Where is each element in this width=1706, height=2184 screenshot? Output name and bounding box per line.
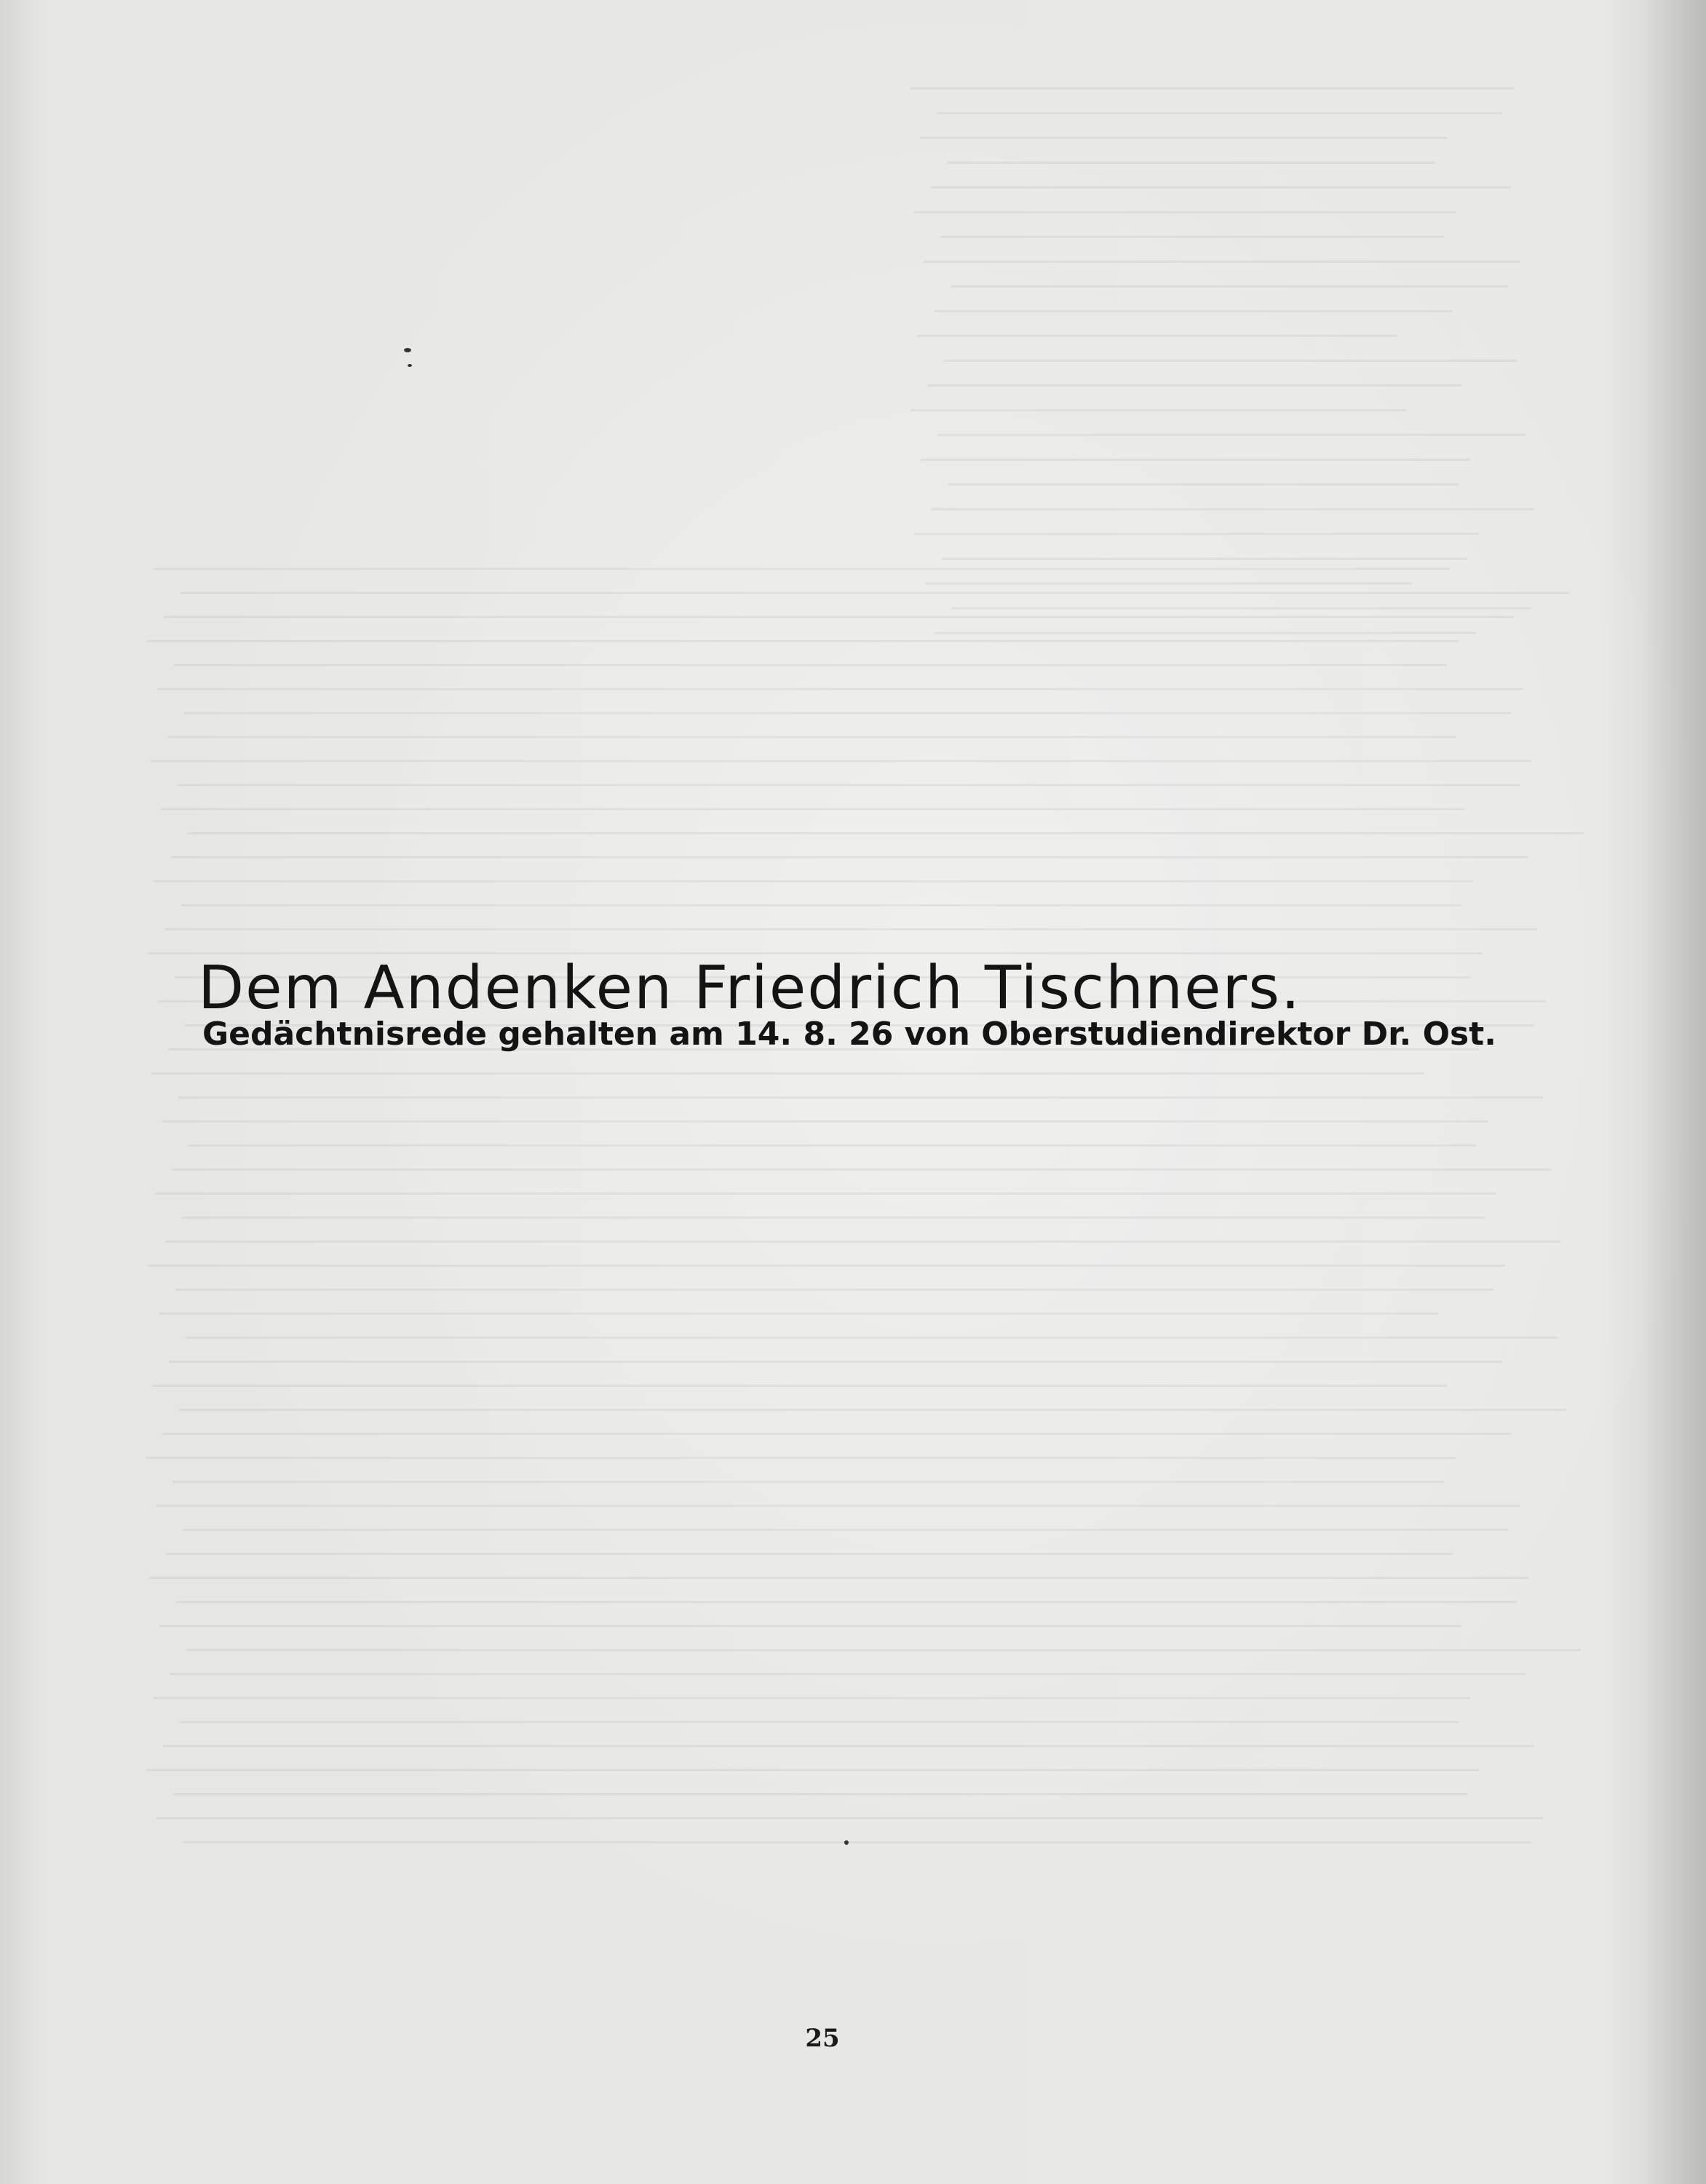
bleed-line [951,285,1508,288]
bleed-line [914,533,1479,535]
bleed-line [151,760,1531,762]
bleed-line [148,1265,1505,1267]
bleed-line [180,592,1569,594]
bleed-line [174,664,1447,666]
bleed-line [927,384,1461,387]
bleed-line [172,1168,1552,1171]
bleed-line [937,112,1502,114]
bleed-line [935,632,1476,634]
bleed-line [169,1361,1502,1363]
bleed-line [149,1577,1528,1579]
bleed-line [183,1841,1531,1843]
bleed-line [937,434,1526,436]
bleed-line [941,558,1467,560]
bleed-line [146,1769,1479,1771]
bleed-line [170,1673,1526,1675]
bleed-line [184,712,1511,714]
print-speck [408,364,412,367]
bleed-line [913,211,1456,213]
bleed-line [183,1529,1508,1531]
bleed-line [189,1144,1476,1147]
bleed-line [154,568,1450,570]
bleed-line [156,1817,1543,1819]
bleed-line [175,1289,1493,1291]
bleed-line [186,1337,1558,1339]
bleed-line [181,904,1461,906]
bleed-line [166,1553,1453,1555]
bleed-line [910,87,1514,90]
bleed-line [179,1409,1566,1411]
bleed-line [171,856,1528,858]
page-edge-shadow [1640,0,1706,2184]
page-number: 25 [805,2024,840,2053]
bleed-line [162,1433,1511,1435]
bleed-line [167,736,1456,738]
print-speck [844,1840,849,1845]
bleed-line [156,1505,1520,1507]
bleed-line [154,880,1473,882]
bleed-line [921,459,1470,461]
bleed-line [164,616,1514,618]
bleed-line [934,310,1453,312]
bleed-line [940,236,1444,238]
bleed-line [180,1721,1459,1723]
bleed-line [152,1385,1447,1387]
bleed-line [948,483,1459,486]
bleed-line [944,360,1517,362]
bleed-line [147,640,1459,642]
bleed-line [188,832,1584,834]
bleed-line [164,928,1537,930]
print-speck [404,348,411,352]
bleed-line [951,607,1531,609]
bleed-line [162,1120,1488,1123]
bleed-line [924,582,1412,585]
bleed-line [910,409,1406,411]
bleed-line [155,1192,1496,1195]
bleed-line [153,1697,1470,1699]
bleed-line [159,1625,1461,1627]
bleed-line [172,1481,1444,1483]
page-subtitle: Gedächtnisrede gehalten am 14. 8. 26 von Oberstudiendirektor Dr. Ost. [202,1016,1496,1053]
bleed-line [917,335,1397,337]
bleed-line [159,1313,1438,1315]
bleed-line [182,1216,1485,1219]
bleed-line [931,508,1534,510]
bleed-line [924,261,1520,263]
bleed-line [161,808,1464,810]
bleed-line [930,186,1511,189]
bleed-line [146,1457,1456,1459]
bleed-line [157,688,1523,690]
bleed-line [920,137,1447,139]
bleed-line [163,1745,1534,1747]
page-title: Dem Andenken Friedrich Tischners. [198,953,1301,1023]
bleed-line [947,162,1435,164]
bleed-line [178,784,1520,786]
bleed-line [151,1072,1424,1075]
bleed-line [173,1793,1467,1795]
bleed-line [178,1096,1543,1099]
bleed-line [176,1601,1517,1603]
bleed-line [186,1649,1581,1651]
bleed-line [165,1241,1560,1243]
